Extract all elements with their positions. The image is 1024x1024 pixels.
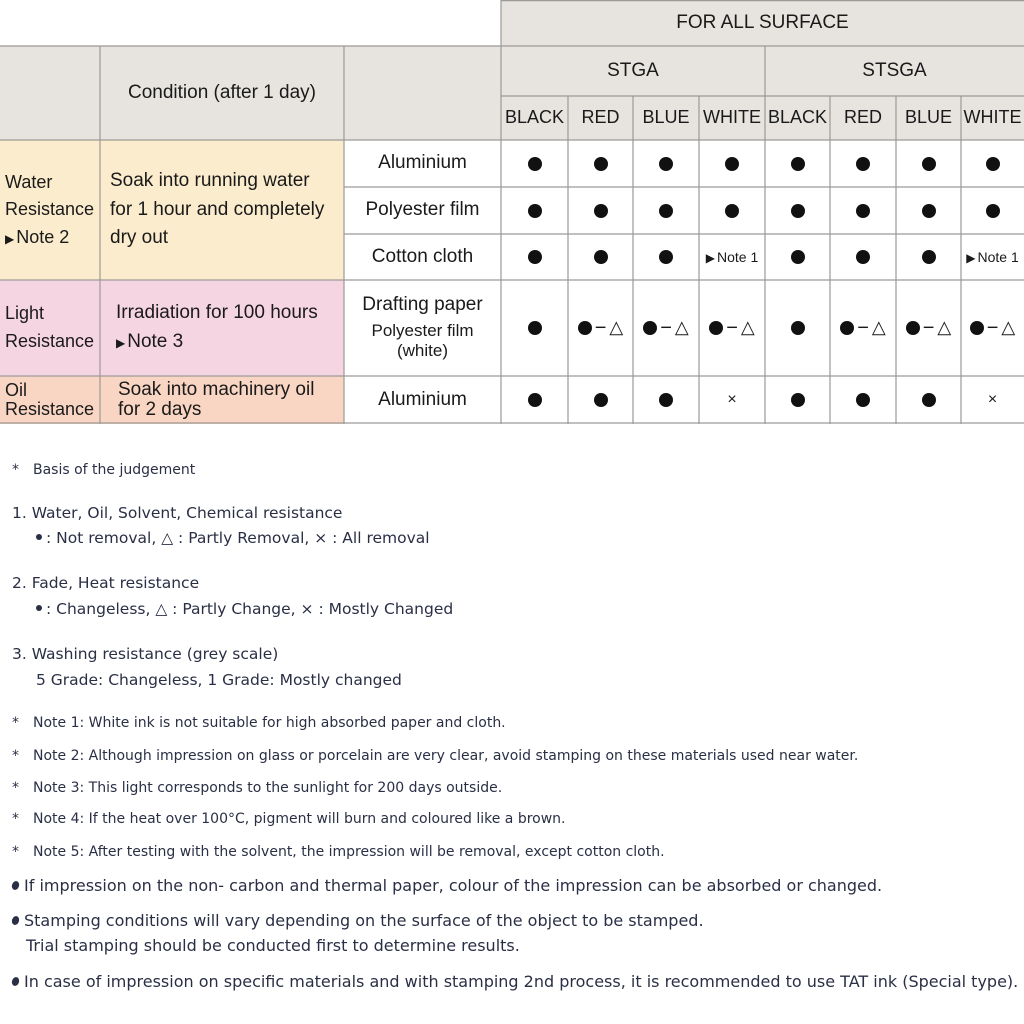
- dot-mark: [970, 321, 984, 335]
- color-header-red: RED: [830, 96, 896, 140]
- water-cond-1: Soak into running water: [110, 169, 310, 191]
- water-cond-2: for 1 hour and completely: [110, 198, 325, 220]
- item2-desc-text: : Changeless, △ : Partly Change, × : Mostly Changed: [46, 600, 454, 618]
- item1-desc: [36, 529, 430, 547]
- note-ref: [966, 249, 1018, 266]
- result-cell: [896, 234, 961, 280]
- result-cell: [699, 234, 765, 280]
- surface-header: [501, 0, 1024, 46]
- material-aluminium-text: Aluminium: [378, 152, 467, 174]
- dot-mark: [594, 157, 608, 171]
- dot-mark: [594, 393, 608, 407]
- light-note: [116, 331, 183, 354]
- result-cell: [501, 280, 568, 376]
- water-label-2: Resistance: [5, 199, 95, 220]
- material-oil-aluminium-text: Aluminium: [378, 388, 467, 410]
- material-cotton-text: Cotton cloth: [371, 245, 474, 267]
- result-cell: [501, 234, 568, 280]
- dot-mark: [922, 204, 936, 218]
- triangle-mark: △: [871, 317, 886, 338]
- result-cell: [568, 140, 633, 187]
- light-cond-1: Irradiation for 100 hours: [116, 302, 318, 324]
- material-oil-aluminium: [344, 376, 501, 424]
- material-polyester-white-text: Polyester film (white): [371, 321, 474, 361]
- dot-mark: [659, 393, 673, 407]
- color-header-blue: BLUE: [896, 96, 961, 140]
- result-cell: [501, 376, 568, 424]
- result-cell: [568, 187, 633, 234]
- result-cell: [961, 280, 1024, 376]
- oil-resistance-label: [0, 376, 100, 424]
- result-cell: [830, 280, 896, 376]
- result-cell: [765, 280, 830, 376]
- result-cell: [633, 140, 699, 187]
- dot-mark: [528, 250, 542, 264]
- material-cotton: [344, 234, 501, 280]
- group-stga: [501, 46, 765, 96]
- item3-desc: 5 Grade: Changeless, 1 Grade: Mostly changed: [36, 671, 402, 689]
- dot-mark: [906, 321, 920, 335]
- color-header-white: WHITE: [961, 96, 1024, 140]
- dot-mark: [856, 204, 870, 218]
- triangle-mark: △: [609, 317, 624, 338]
- note1-text: Note 1: White ink is not suitable for high absorbed paper and cloth.: [33, 715, 506, 731]
- result-cell: [830, 187, 896, 234]
- cross-mark: ×: [727, 391, 737, 409]
- dot-triangle-mark: [709, 316, 755, 340]
- dot-mark: [659, 250, 673, 264]
- dot-mark: [594, 250, 608, 264]
- light-label-1: Light: [5, 303, 45, 324]
- basis-text: Basis of the judgement: [33, 462, 196, 478]
- surface-header-text: FOR ALL SURFACE: [676, 11, 849, 33]
- water-cond-3: dry out: [110, 227, 169, 249]
- dot-mark: [528, 204, 542, 218]
- dot-triangle-mark: [578, 316, 624, 340]
- dot-mark: [528, 157, 542, 171]
- water-note-text: Note 2: [16, 226, 70, 247]
- group-stsga-text: STSGA: [862, 59, 927, 81]
- note-arrow-icon: ▶: [116, 336, 126, 350]
- dot-triangle-mark: [970, 316, 1016, 340]
- bullet2a-text: Stamping conditions will vary depending on the surface of the object to be stamped.: [24, 911, 704, 930]
- result-cell: [699, 280, 765, 376]
- star-mark: *: [12, 462, 19, 478]
- dot-mark: [791, 204, 805, 218]
- result-cell: [896, 140, 961, 187]
- dot-mark: [791, 250, 805, 264]
- result-cell: [633, 234, 699, 280]
- dot-mark: [725, 157, 739, 171]
- star-mark: *: [12, 811, 19, 827]
- dot-mark: [643, 321, 657, 335]
- water-note: [5, 227, 69, 249]
- water-label-1: Water: [5, 171, 53, 192]
- result-cell: [765, 234, 830, 280]
- oil-label-2: Resistance: [5, 399, 95, 419]
- dot-mark: [986, 157, 1000, 171]
- result-cell: [830, 376, 896, 424]
- material-header: [344, 46, 501, 140]
- bullet2b-text: Trial stamping should be conducted first to determine results.: [26, 936, 520, 955]
- result-cell: [765, 140, 830, 187]
- group-stga-text: STGA: [607, 59, 659, 81]
- dot-mark: [791, 393, 805, 407]
- oil-condition: [100, 376, 344, 424]
- note2-text: Note 2: Although impression on glass or porcelain are very clear, avoid stamping on these materials used near water.: [33, 748, 859, 764]
- note3-text: Note 3: This light corresponds to the sunlight for 200 days outside.: [33, 780, 503, 796]
- bullet1-text: If impression on the non- carbon and thermal paper, colour of the impression can be absorbed or changed.: [24, 876, 883, 895]
- triangle-mark: △: [674, 317, 689, 338]
- color-header-blue: BLUE: [633, 96, 699, 140]
- item1-title: 1. Water, Oil, Solvent, Chemical resistance: [12, 504, 343, 522]
- result-cell: [568, 234, 633, 280]
- item2-desc: [36, 600, 453, 618]
- bullet3-text: In case of impression on specific materials and with stamping 2nd process, it is recommended to use TAT ink (Special type).: [24, 972, 1019, 991]
- light-resistance-label: [0, 280, 100, 376]
- triangle-mark: △: [937, 317, 952, 338]
- bullet1: [12, 876, 882, 895]
- blank-header: [0, 46, 100, 140]
- result-cell: [961, 234, 1024, 280]
- dot-mark: [791, 157, 805, 171]
- light-condition: [100, 280, 344, 376]
- dot-mark: [922, 250, 936, 264]
- result-cell: [765, 187, 830, 234]
- dash-mark: −: [922, 317, 935, 339]
- bullet-icon: [11, 915, 21, 926]
- result-cell: [699, 140, 765, 187]
- result-cell: [896, 280, 961, 376]
- item2-title: 2. Fade, Heat resistance: [12, 574, 200, 592]
- dot-mark: [856, 157, 870, 171]
- dash-mark: −: [986, 317, 999, 339]
- note4-text: Note 4: If the heat over 100°C, pigment will burn and coloured like a brown.: [33, 811, 566, 827]
- result-cell: [830, 234, 896, 280]
- dash-mark: −: [857, 317, 869, 339]
- dash-mark: −: [660, 317, 672, 339]
- result-cell: [633, 376, 699, 424]
- result-cell: [961, 187, 1024, 234]
- condition-header-text: Condition (after 1 day): [128, 81, 316, 103]
- material-polyester: [344, 187, 501, 234]
- light-label-2: Resistance: [5, 331, 95, 351]
- note-arrow-icon: ▶: [5, 231, 15, 246]
- star-mark: *: [12, 748, 19, 764]
- dash-mark: −: [726, 317, 738, 339]
- triangle-mark: △: [1001, 317, 1016, 338]
- bullet-icon: [11, 880, 21, 891]
- star-mark: *: [12, 780, 19, 796]
- note-ref-text: Note 1: [716, 248, 759, 265]
- dot-mark: [709, 321, 723, 335]
- result-cell: [961, 140, 1024, 187]
- dot-mark: [856, 250, 870, 264]
- oil-cond-2: for 2 days: [118, 399, 202, 420]
- material-polyester-text: Polyester film: [365, 199, 480, 221]
- dot-mark: [528, 321, 542, 335]
- note-arrow-icon: ▶: [705, 250, 715, 265]
- result-cell: [568, 280, 633, 376]
- bullet3: [12, 972, 1018, 991]
- result-cell: [699, 376, 765, 424]
- result-cell: [961, 376, 1024, 424]
- dot-mark: [725, 204, 739, 218]
- water-condition: [100, 140, 344, 280]
- bullet2: [12, 911, 704, 930]
- result-cell: [765, 376, 830, 424]
- result-cell: [830, 140, 896, 187]
- triangle-mark: △: [740, 317, 755, 338]
- dot-mark: [791, 321, 805, 335]
- dot-mark: [986, 204, 1000, 218]
- dot-mark: [840, 321, 854, 335]
- result-cell: [633, 280, 699, 376]
- material-aluminium: [344, 140, 501, 187]
- dot-mark: [922, 157, 936, 171]
- dot-triangle-mark: [840, 316, 886, 340]
- result-cell: [896, 187, 961, 234]
- star-mark: *: [12, 844, 19, 860]
- bullet-icon: [11, 976, 21, 987]
- dot-mark: [659, 204, 673, 218]
- water-resistance-label: [0, 140, 100, 280]
- dash-mark: −: [594, 317, 607, 339]
- result-cell: [501, 140, 568, 187]
- material-drafting-text: Drafting paper: [362, 294, 483, 316]
- item1-desc-text: : Not removal, △ : Partly Removal, × : All removal: [46, 529, 430, 547]
- result-cell: [896, 376, 961, 424]
- resistance-table: [0, 0, 1024, 424]
- result-cell: [501, 187, 568, 234]
- color-header-red: RED: [568, 96, 633, 140]
- note-ref: [706, 249, 758, 266]
- note-arrow-icon: ▶: [966, 250, 976, 265]
- result-cell: [633, 187, 699, 234]
- dot-mark: [856, 393, 870, 407]
- dot-triangle-mark: [906, 316, 952, 340]
- dot-triangle-mark: [643, 316, 689, 340]
- dot-mark: [528, 393, 542, 407]
- dot-mark: [578, 321, 592, 335]
- note-ref-text: Note 1: [977, 248, 1019, 265]
- note5-text: Note 5: After testing with the solvent, the impression will be removal, except cotton cloth.: [33, 844, 665, 860]
- result-cell: [568, 376, 633, 424]
- bullet-dot-icon: [36, 534, 42, 540]
- oil-cond-1: Soak into machinery oil: [118, 379, 315, 401]
- item3-title: 3. Washing resistance (grey scale): [12, 645, 279, 663]
- material-drafting: [344, 280, 501, 376]
- color-header-black: BLACK: [501, 96, 568, 140]
- group-stsga: [765, 46, 1024, 96]
- star-mark: *: [12, 715, 19, 731]
- dot-mark: [922, 393, 936, 407]
- bullet-dot-icon: [36, 605, 42, 611]
- oil-label-1: Oil: [5, 380, 27, 401]
- light-note-text: Note 3: [127, 331, 184, 352]
- color-header-white: WHITE: [699, 96, 765, 140]
- cross-mark: ×: [987, 391, 998, 409]
- dot-mark: [659, 157, 673, 171]
- color-header-black: BLACK: [765, 96, 830, 140]
- dot-mark: [594, 204, 608, 218]
- result-cell: [699, 187, 765, 234]
- condition-header: [100, 46, 344, 140]
